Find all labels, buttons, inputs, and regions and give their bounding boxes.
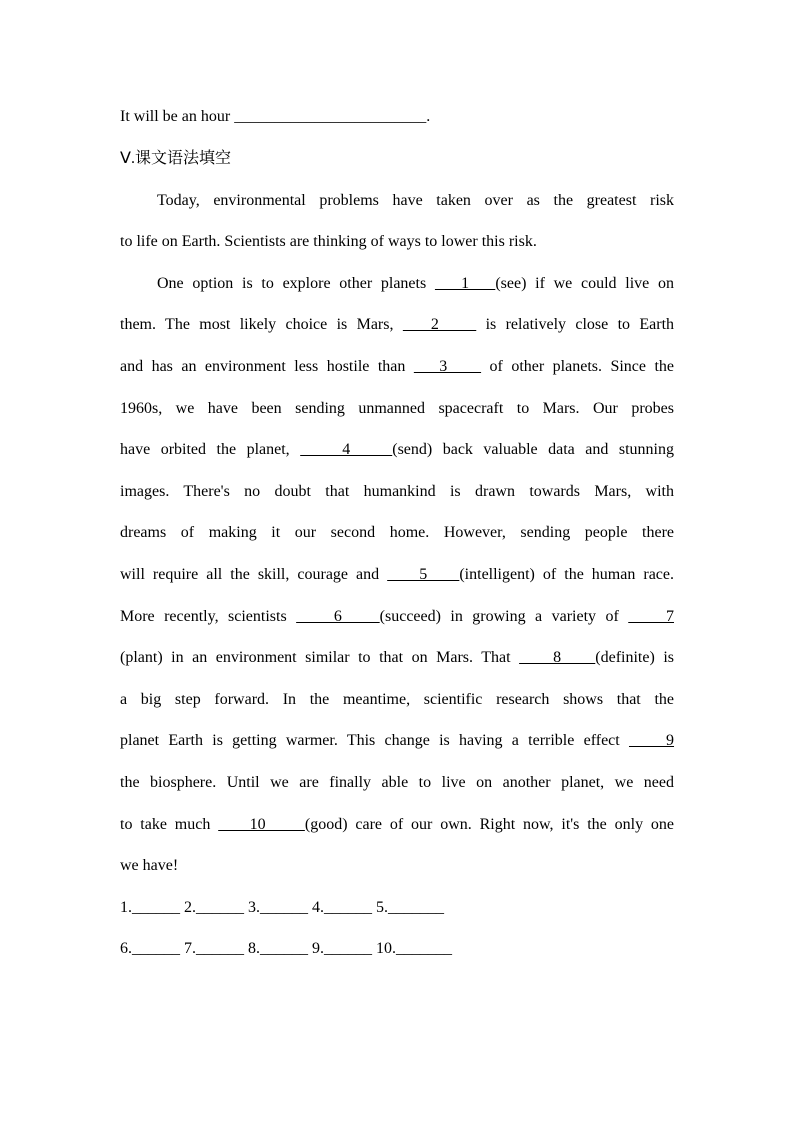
paragraph-2-line: One option is to explore other planets 1 (see) if we could live on [157,275,675,292]
paragraph-2-line: will require all the skill, courage and 5 (intelligent) of the human race. [120,566,675,583]
paragraph-2-line: have orbited the planet, 4 (send) back valuable data and stunning [120,441,675,458]
blank-7[interactable]: 7 [628,608,674,625]
answer-slot[interactable]: 9.______ [312,940,372,957]
answer-slot[interactable]: 10._______ [376,940,452,957]
answer-slot[interactable]: 6.______ [120,940,180,957]
answer-row [120,898,444,918]
blank-10[interactable]: 10 [218,816,305,833]
paragraph-2-line: a big step forward. In the meantime, scientific research shows that the [120,691,674,708]
blank-1[interactable]: 1 [434,275,496,292]
blank-8[interactable]: 8 [519,649,596,666]
blank-5[interactable]: 5 [387,566,460,583]
paragraph-2-line: More recently, scientists 6 (succeed) in growing a variety of 7 [120,608,674,625]
previous-sentence: It will be an hour ________________________. [120,108,431,125]
answer-slot[interactable]: 4.______ [312,899,372,916]
paragraph-2-line: them. The most likely choice is Mars, 2 is relatively close to Earth [120,316,675,333]
paragraph-2-line: images. There's no doubt that humankind is drawn towards Mars, with [120,483,674,500]
answer-slot[interactable]: 2.______ [184,899,244,916]
paragraph-2-line: the biosphere. Until we are finally able to live on another planet, we need [120,774,674,791]
paragraph-2-line: we have! [120,857,179,874]
answer-slot[interactable]: 1.______ [120,899,180,916]
paragraph-1-line: Today, environmental problems have taken over as the greatest risk [157,192,674,209]
paragraph-1-line: to life on Earth. Scientists are thinking of ways to lower this risk. [120,233,537,250]
paragraph-2-line: dreams of making it our second home. However, sending people there [120,524,674,541]
blank-3[interactable]: 3 [413,358,482,375]
answer-slot[interactable]: 5._______ [376,899,444,916]
section-title: Ⅴ.课文语法填空 [120,150,231,167]
answer-slot[interactable]: 3.______ [248,899,308,916]
blank-6[interactable]: 6 [296,608,380,625]
blank-2[interactable]: 2 [402,316,477,333]
blank-4[interactable]: 4 [300,441,393,458]
answer-blank[interactable]: ________________________ [234,108,427,125]
paragraph-2-line: to take much 10 (good) care of our own. Right now, it's the only one [120,816,675,833]
answer-slot[interactable]: 8.______ [248,940,308,957]
paragraph-2-line: 1960s, we have been sending unmanned spacecraft to Mars. Our probes [120,400,674,417]
answer-row [120,939,452,959]
paragraph-2-line: planet Earth is getting warmer. This change is having a terrible effect 9 [120,732,675,749]
paragraph-2-line: (plant) in an environment similar to that on Mars. That 8 (definite) is [120,649,674,666]
blank-9[interactable]: 9 [628,732,675,749]
paragraph-2-line: and has an environment less hostile than 3 of other planets. Since the [120,358,675,375]
answer-slot[interactable]: 7.______ [184,940,244,957]
